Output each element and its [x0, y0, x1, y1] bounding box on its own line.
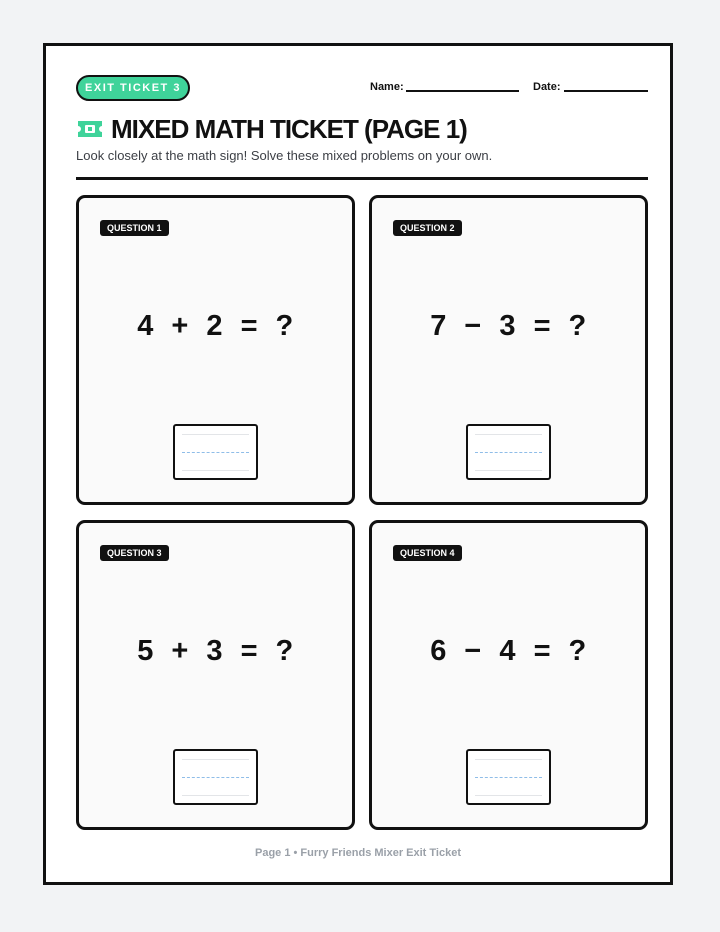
question-label: QUESTION 3: [100, 545, 169, 561]
math-problem: 7 − 3 = ?: [430, 310, 587, 342]
answer-box[interactable]: [173, 749, 258, 805]
date-field[interactable]: [564, 90, 648, 92]
instructions: Look closely at the math sign! Solve these mixed problems on your own.: [76, 148, 493, 163]
page-footer: Page 1 • Furry Friends Mixer Exit Ticket: [254, 847, 461, 859]
question-card-3: [76, 520, 355, 830]
worksheet-page: [43, 43, 673, 885]
page-title: MIXED MATH TICKET (PAGE 1): [111, 113, 467, 144]
divider: [76, 177, 648, 180]
answer-box[interactable]: [466, 424, 551, 480]
exit-ticket-badge: EXIT TICKET 3: [76, 75, 190, 101]
question-card-1: [76, 195, 355, 505]
answer-box[interactable]: [173, 424, 258, 480]
name-field[interactable]: [406, 90, 519, 92]
title-row: [76, 112, 467, 146]
math-problem: 4 + 2 = ?: [137, 310, 294, 342]
question-label: QUESTION 2: [393, 220, 462, 236]
ticket-icon: [76, 119, 104, 139]
question-label: QUESTION 4: [393, 545, 462, 561]
question-card-4: [369, 520, 648, 830]
question-label: QUESTION 1: [100, 220, 169, 236]
answer-box[interactable]: [466, 749, 551, 805]
date-label: Date:: [533, 81, 561, 93]
question-card-2: [369, 195, 648, 505]
math-problem: 6 − 4 = ?: [430, 635, 587, 667]
name-label: Name:: [370, 81, 404, 93]
math-problem: 5 + 3 = ?: [137, 635, 294, 667]
